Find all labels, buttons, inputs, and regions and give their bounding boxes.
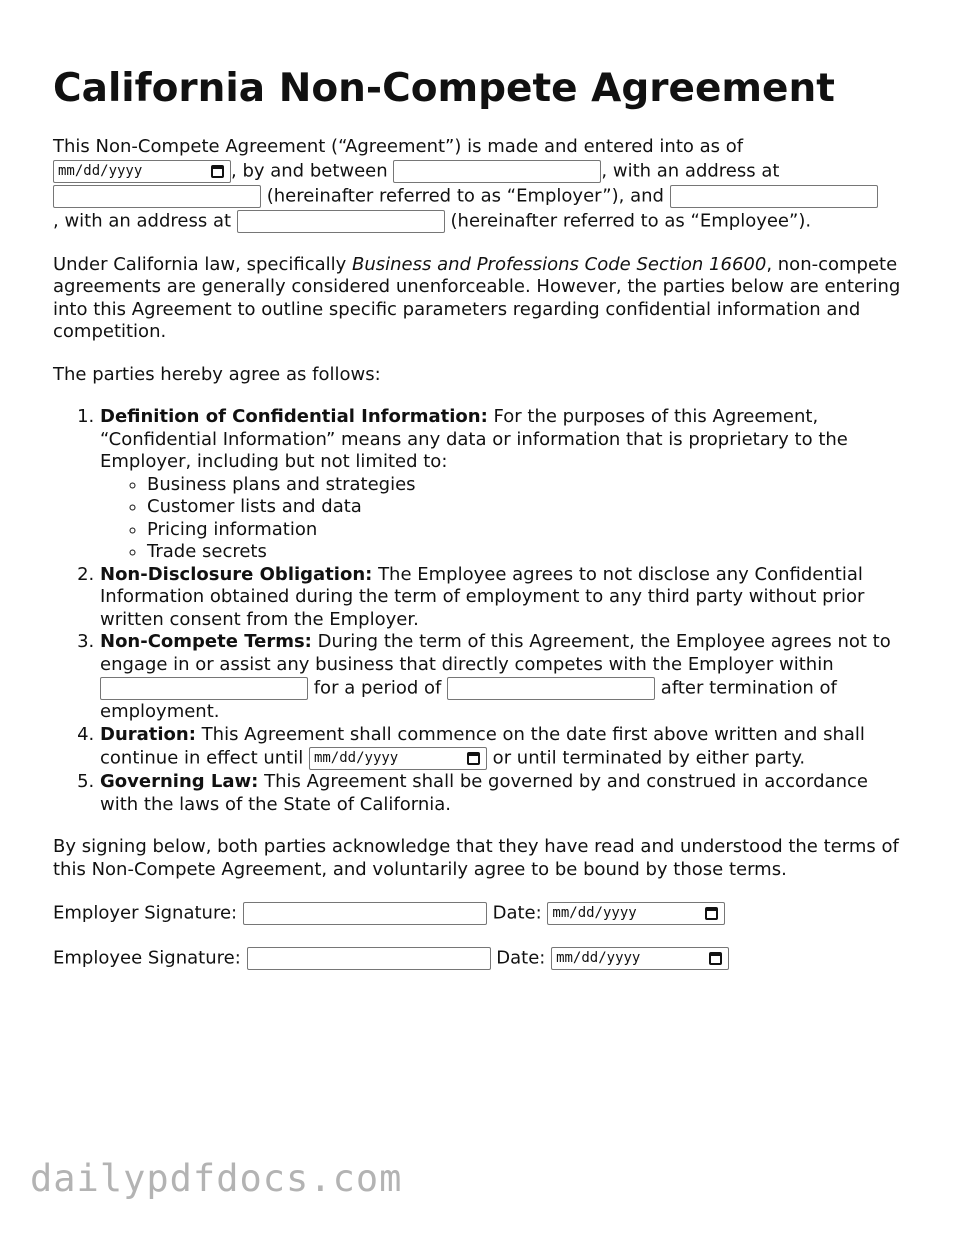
- employee-name-input[interactable]: [670, 185, 878, 208]
- page-title: California Non-Compete Agreement: [53, 66, 835, 111]
- clause-text-2: for a period of: [308, 677, 448, 699]
- employee-date-input[interactable]: [551, 947, 729, 970]
- intro-text-6: (hereinafter referred to as “Employee”).: [450, 210, 812, 231]
- intro-text-2: , by and between: [231, 160, 388, 181]
- calendar-icon[interactable]: [705, 907, 718, 920]
- clause-text-2: or until terminated by either party.: [486, 747, 806, 769]
- date-placeholder: mm/dd/yyyy: [552, 905, 637, 922]
- clause-text: During the term of this Agreement, the Employee agrees not to engage in or assist any business that directly competes with the Employer within: [100, 631, 891, 675]
- document: [53, 62, 911, 991]
- employee-address-input[interactable]: [237, 210, 445, 233]
- clause-2: [100, 564, 911, 632]
- employer-signature-row: [53, 901, 911, 926]
- date-placeholder: mm/dd/yyyy: [313, 750, 399, 767]
- law-code: Business and Professions Code Section 16600: [352, 253, 767, 275]
- clause-heading: Duration:: [100, 723, 196, 745]
- territory-input[interactable]: [100, 677, 308, 700]
- employer-address-input[interactable]: [53, 185, 261, 208]
- list-item: ◦ Customer lists and data: [147, 496, 911, 519]
- employee-signature-input[interactable]: [247, 947, 491, 970]
- law-text-2: , non-compete agreements are generally considered unenforceable. However, the parties below are entering into this Agreement to outline specific parameters regarding confidential information and competition.: [53, 253, 901, 342]
- period-input[interactable]: [447, 677, 655, 700]
- clause-text: For the purposes of this Agreement, “Confidential Information” means any data or information that is proprietary to the Employer, including but not limited to:: [100, 406, 848, 472]
- law-text-1: Under California law, specifically: [53, 253, 353, 275]
- intro-paragraph: [53, 136, 911, 234]
- date-placeholder: mm/dd/yyyy: [58, 162, 143, 179]
- date-placeholder: mm/dd/yyyy: [556, 950, 641, 967]
- agreement-date-input[interactable]: [53, 160, 231, 183]
- watermark: dailypdfdocs.com: [30, 1157, 403, 1200]
- closing-paragraph: By signing below, both parties acknowledge that they have read and understood the terms of this Non-Compete Agreement, and voluntarily agree to be bound by those terms.: [53, 836, 899, 880]
- intro-text-4: (hereinafter referred to as “Employer”), and: [266, 185, 664, 206]
- date-label: Date:: [492, 902, 542, 924]
- clause-text-3: after termination of employment.: [100, 677, 837, 722]
- end-date-input[interactable]: [309, 747, 487, 770]
- clause-4: [100, 724, 911, 772]
- clause-heading: Definition of Confidential Information:: [100, 406, 488, 427]
- agree-paragraph: The parties hereby agree as follows:: [53, 363, 381, 385]
- employee-signature-row: [53, 946, 911, 971]
- clause-5: [100, 771, 911, 816]
- intro-text-1: This Non-Compete Agreement (“Agreement”) is made and entered into as of: [53, 136, 744, 157]
- clause-heading: Governing Law:: [100, 771, 259, 792]
- employee-signature-label: Employee Signature:: [53, 947, 241, 969]
- clause-1: [100, 406, 911, 564]
- calendar-icon[interactable]: [709, 952, 722, 965]
- employer-signature-label: Employer Signature:: [53, 902, 238, 924]
- clause-text: This Agreement shall commence on the date first above written and shall continue in effect until: [100, 723, 865, 769]
- list-item: ◦ Pricing information: [147, 519, 911, 542]
- list-item: ◦ Trade secrets: [147, 541, 911, 564]
- clause-heading: Non-Compete Terms:: [100, 631, 312, 652]
- employer-date-input[interactable]: [547, 902, 725, 925]
- intro-text-3: , with an address at: [601, 160, 780, 181]
- law-paragraph: [53, 254, 911, 344]
- confidential-items-list: [100, 474, 911, 564]
- clause-text: This Agreement shall be governed by and construed in accordance with the laws of the State of California.: [100, 771, 868, 815]
- clause-3: [100, 631, 911, 724]
- date-label: Date:: [496, 947, 546, 969]
- calendar-icon[interactable]: [467, 752, 480, 765]
- employer-signature-input[interactable]: [243, 902, 487, 925]
- clauses-list: [53, 406, 911, 816]
- clause-text: The Employee agrees to not disclose any Confidential Information obtained during the term of employment to any third party without prior written consent from the Employer.: [100, 563, 865, 630]
- intro-text-5: , with an address at: [53, 210, 232, 231]
- clause-heading: Non-Disclosure Obligation:: [100, 563, 373, 585]
- employer-name-input[interactable]: [393, 160, 601, 183]
- calendar-icon[interactable]: [211, 165, 224, 178]
- list-item: ◦ Business plans and strategies: [147, 474, 911, 497]
